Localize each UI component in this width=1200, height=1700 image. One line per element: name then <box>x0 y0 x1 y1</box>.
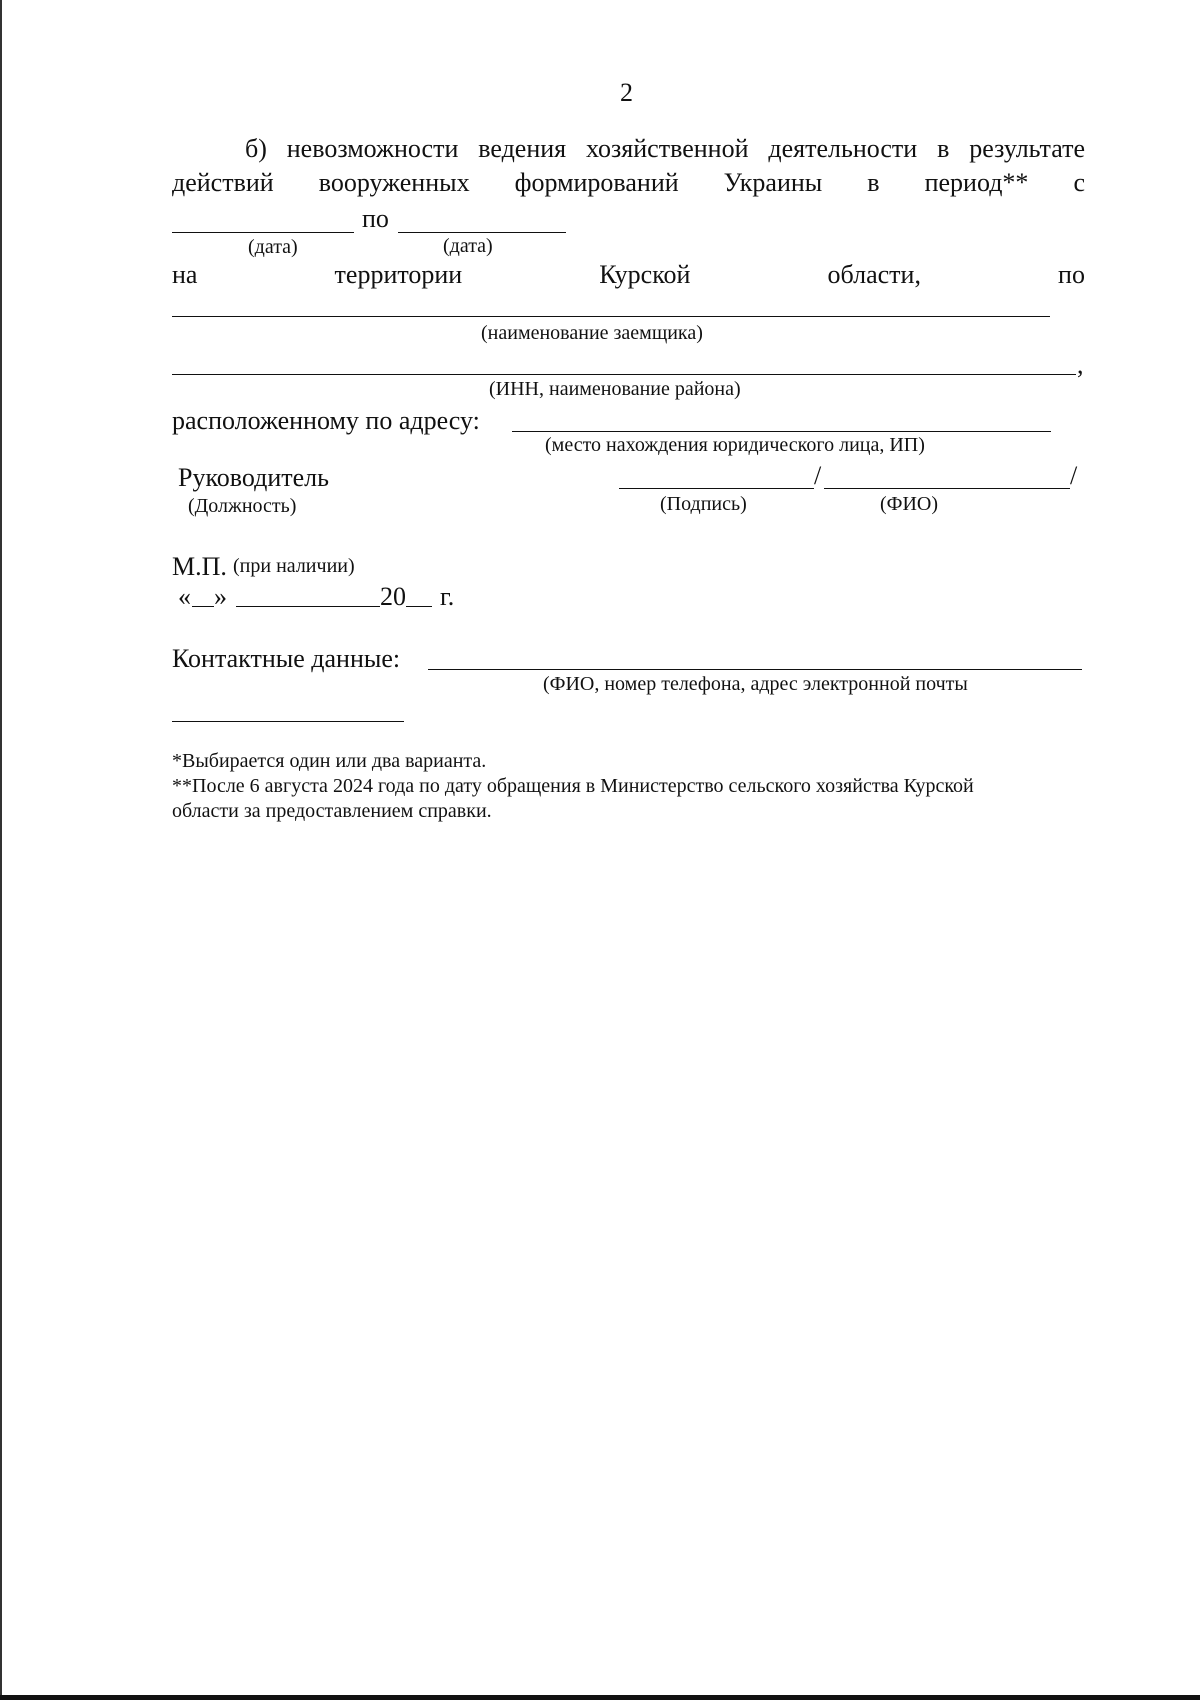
year-prefix: 20 <box>380 582 406 611</box>
address-label: расположенному по адресу: <box>172 406 480 435</box>
contacts-label: Контактные данные: <box>172 644 401 673</box>
scan-left-edge <box>0 0 2 1700</box>
day-field[interactable] <box>192 606 214 607</box>
signature-slash: / <box>814 461 822 490</box>
date-close-quote: » <box>214 582 227 611</box>
year-suffix: г. <box>440 582 455 611</box>
borrower-name-field[interactable] <box>172 316 1050 317</box>
date-to-caption: (дата) <box>443 235 493 257</box>
full-name-slash: / <box>1070 461 1078 490</box>
item-b-word: по <box>1058 260 1085 289</box>
item-b-word: Украины <box>723 168 823 197</box>
item-b-word: формирований <box>514 168 679 197</box>
address-field[interactable] <box>512 431 1051 432</box>
item-b-line-2 <box>172 168 1085 198</box>
signature-caption: (Подпись) <box>660 493 747 515</box>
borrower-name-caption: (наименование заемщика) <box>481 322 703 344</box>
full-name-field[interactable] <box>824 488 1070 489</box>
date-to-field[interactable] <box>398 232 566 233</box>
stamp-note: (при наличии) <box>233 555 355 577</box>
signature-field[interactable] <box>619 488 814 489</box>
inn-district-field[interactable] <box>172 374 1076 375</box>
footnote-2-line-1: **После 6 августа 2024 года по дату обращения в Министерство сельского хозяйства Курской <box>172 775 974 797</box>
address-caption: (место нахождения юридического лица, ИП) <box>545 434 925 456</box>
date-range-po: по <box>362 204 389 233</box>
item-b-word: вооруженных <box>318 168 470 197</box>
page-number: 2 <box>620 78 633 107</box>
scan-bottom-edge <box>0 1695 1200 1700</box>
item-b-word: период** <box>924 168 1029 197</box>
item-b-word: действий <box>172 168 274 197</box>
item-b-line-3 <box>172 260 1085 290</box>
item-b-word: с <box>1073 168 1085 197</box>
date-from-field[interactable] <box>172 232 354 233</box>
item-b-word: области, <box>827 260 921 289</box>
item-b-word: территории <box>334 260 463 289</box>
contacts-field[interactable] <box>428 669 1082 670</box>
stamp-label: М.П. <box>172 552 227 581</box>
full-name-caption: (ФИО) <box>880 493 939 515</box>
footnote-1: *Выбирается один или два варианта. <box>172 750 487 772</box>
position-text: Руководитель <box>178 463 329 492</box>
date-open-quote: « <box>178 582 191 611</box>
position-caption: (Должность) <box>188 495 297 517</box>
footnote-2-line-2: области за предоставлением справки. <box>172 800 492 822</box>
item-b-word: Курской <box>599 260 691 289</box>
inn-trailing-comma: , <box>1077 350 1084 379</box>
inn-district-caption: (ИНН, наименование района) <box>489 378 741 400</box>
contacts-caption: (ФИО, номер телефона, адрес электронной почты <box>543 673 968 695</box>
date-from-caption: (дата) <box>248 236 298 258</box>
footnote-separator <box>172 721 404 722</box>
year-field[interactable] <box>406 606 432 607</box>
month-field[interactable] <box>236 606 380 607</box>
item-b-word: в <box>867 168 880 197</box>
item-b-line-1: б) невозможности ведения хозяйственной деятельности в результате <box>245 134 1085 163</box>
item-b-word: на <box>172 260 198 289</box>
